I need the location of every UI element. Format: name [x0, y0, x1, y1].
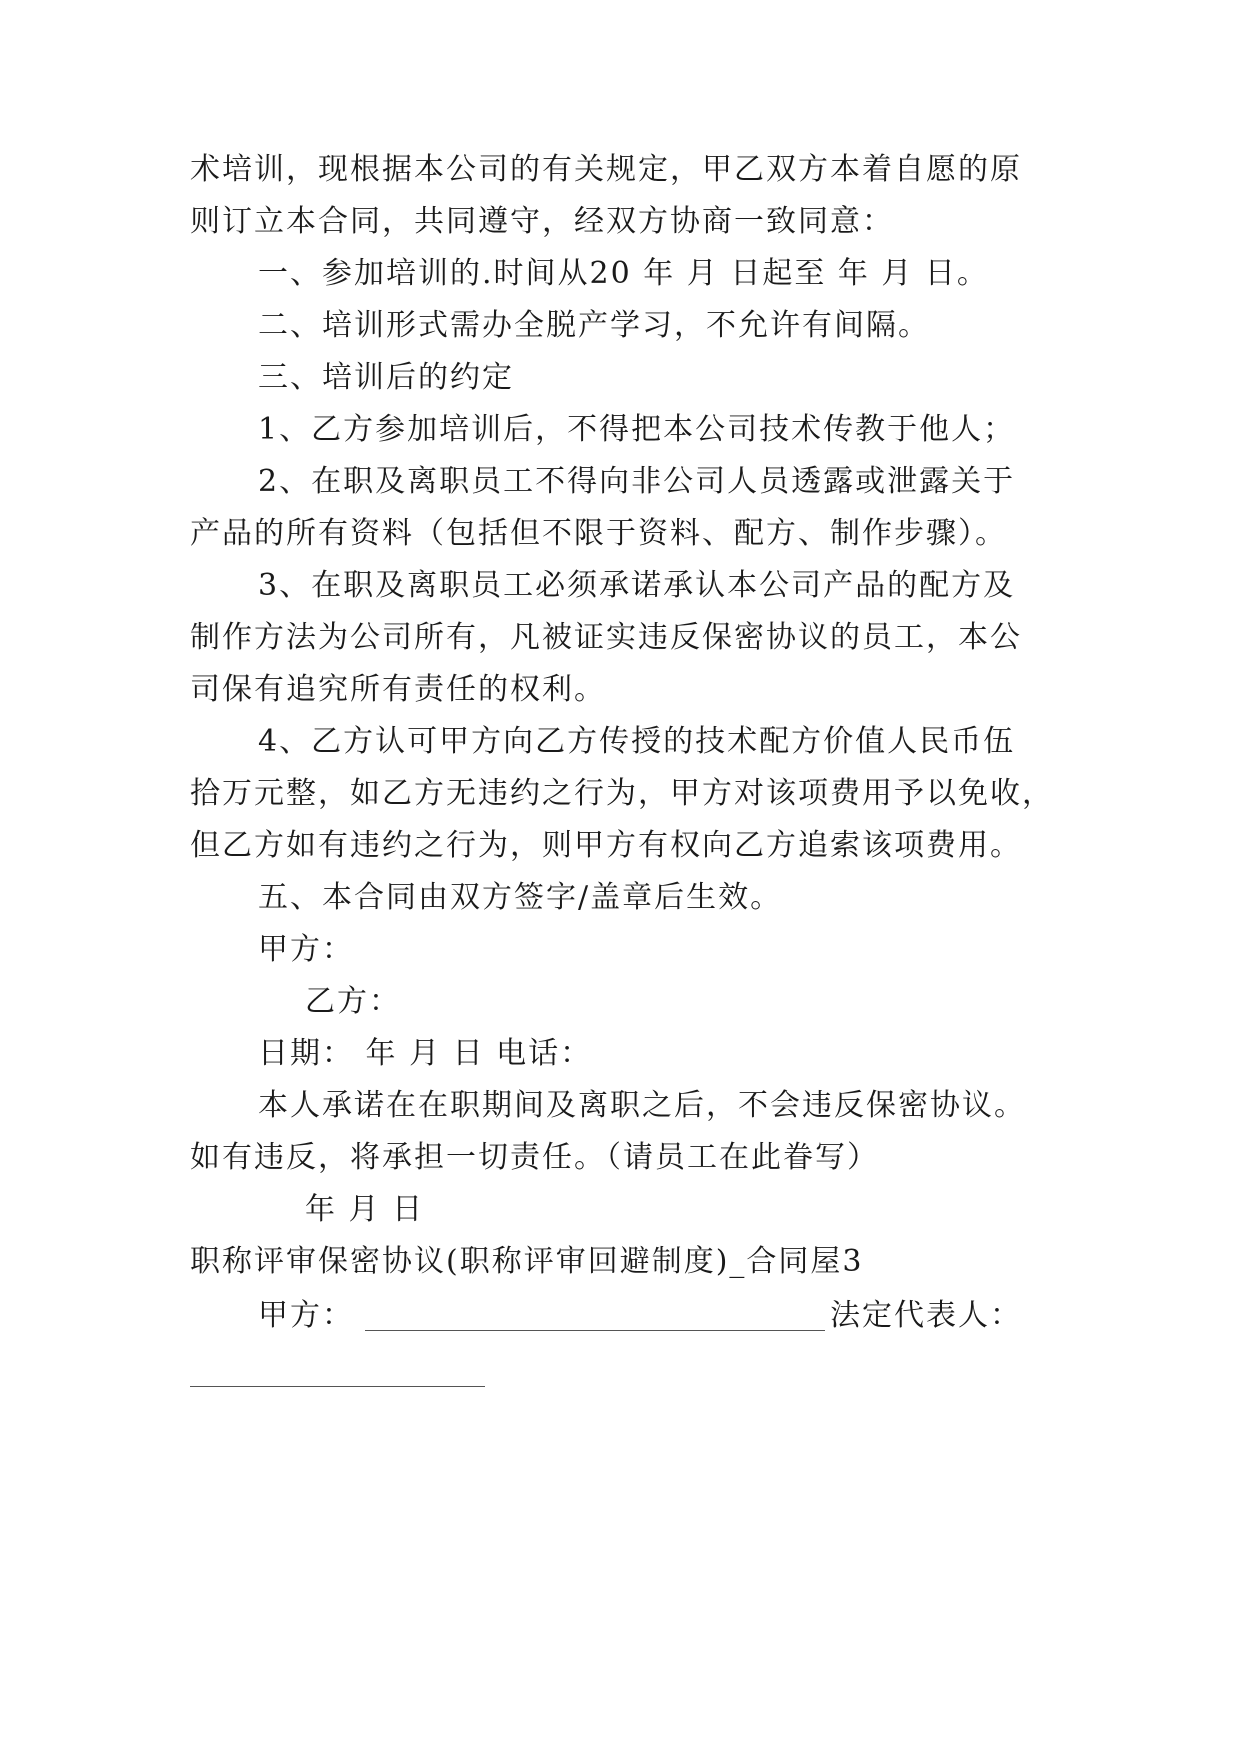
- pledge-date: 年 月 日: [305, 1192, 425, 1227]
- paragraph-line: 制作方法为公司所有，凡被证实违反保密协议的员工，本公: [190, 620, 1022, 655]
- clause-2-training-form: 二、培训形式需办全脱产学习，不允许有间隔。: [258, 308, 930, 343]
- party-a-label-2: 甲方：: [258, 1298, 354, 1333]
- party-a-signature-line: [365, 1330, 825, 1331]
- sub-clause-2: 2、在职及离职员工不得向非公司人员透露或泄露关于: [258, 464, 1016, 499]
- paragraph-line: 产品的所有资料（包括但不限于资料、配方、制作步骤）。: [190, 516, 1007, 551]
- paragraph-line: 术培训，现根据本公司的有关规定，甲乙双方本着自愿的原: [190, 152, 1022, 187]
- legal-representative-label: 法定代表人：: [830, 1298, 1022, 1333]
- sub-clause-1: 1、乙方参加培训后，不得把本公司技术传教于他人；: [258, 412, 1016, 447]
- paragraph-line: 拾万元整，如乙方无违约之行为，甲方对该项费用予以免收，: [190, 776, 1054, 811]
- next-document-title: 职称评审保密协议(职称评审回避制度)_合同屋3: [190, 1244, 864, 1279]
- employee-pledge: 本人承诺在在职期间及离职之后，不会违反保密协议。: [258, 1088, 1026, 1123]
- paragraph-line: 但乙方如有违约之行为，则甲方有权向乙方追索该项费用。: [190, 828, 1022, 863]
- clause-1-training-period: 一、参加培训的.时间从20 年 月 日起至 年 月 日。: [258, 256, 989, 291]
- sub-clause-3: 3、在职及离职员工必须承诺承认本公司产品的配方及: [258, 568, 1016, 603]
- date-phone-line: 日期： 年 月 日 电话：: [258, 1036, 593, 1071]
- party-b-label: 乙方：: [305, 984, 401, 1019]
- paragraph-line: 司保有追究所有责任的权利。: [190, 672, 606, 707]
- party-a-label: 甲方：: [258, 932, 354, 967]
- clause-5-effective: 五、本合同由双方签字/盖章后生效。: [258, 880, 783, 915]
- legal-representative-signature-line: [190, 1386, 485, 1387]
- paragraph-line: 如有违反，将承担一切责任。（请员工在此眷写）: [190, 1140, 879, 1175]
- paragraph-line: 则订立本合同，共同遵守，经双方协商一致同意：: [190, 204, 894, 239]
- clause-3-heading: 三、培训后的约定: [258, 360, 514, 395]
- sub-clause-4: 4、乙方认可甲方向乙方传授的技术配方价值人民币伍: [258, 724, 1016, 759]
